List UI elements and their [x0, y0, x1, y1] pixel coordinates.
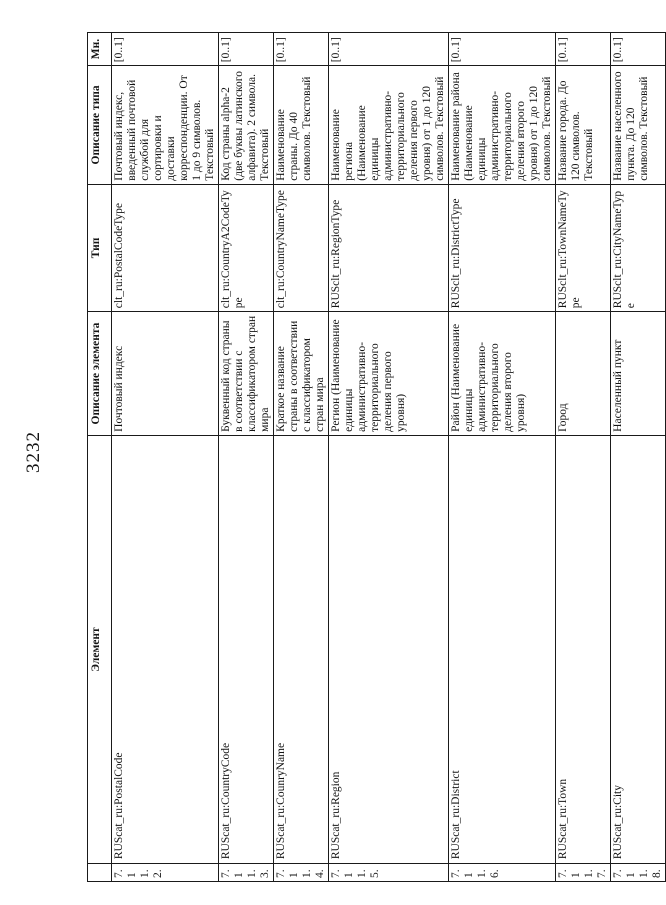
header-type: Тип: [88, 184, 112, 311]
row-element: RUScat_ru:City: [611, 435, 666, 863]
row-number: 7.11.5.: [329, 864, 449, 882]
row-element-description: Почтовый индекс: [112, 312, 219, 436]
row-multiplicity: [0..1]: [611, 33, 666, 66]
row-number: 7.11.6.: [449, 864, 556, 882]
header-multiplicity: Мн.: [88, 33, 112, 66]
row-number: 7.11.2.: [112, 864, 219, 882]
row-type-description: Почтовый индекс, введенный почтовой службой для сортировки и доставки корреспонденции. От 1 до 9 символов. Текстовый: [112, 66, 219, 185]
row-multiplicity: [0..1]: [329, 33, 449, 66]
table-row: [112, 33, 219, 882]
row-type: clt_ru:CountryA2CodeType: [219, 184, 274, 311]
row-type-description: Наименование региона (Наименование единицы административно-территориального деления первого уровня) от 1 до 120 символов. Текстовый: [329, 66, 449, 185]
row-type: RUSclt_ru:RegionType: [329, 184, 449, 311]
row-element: RUScat_ru:Region: [329, 435, 449, 863]
row-multiplicity: [0..1]: [274, 33, 329, 66]
table-row: [219, 33, 274, 882]
row-type: clt_ru:PostalCodeType: [112, 184, 219, 311]
table-row: [329, 33, 449, 882]
row-element-description: Город: [556, 312, 611, 436]
row-element-description: Населенный пункт: [611, 312, 666, 436]
row-type: RUSclt_ru:CityNameType: [611, 184, 666, 311]
row-type: RUSclt_ru:TownNameType: [556, 184, 611, 311]
page-number: 3232: [23, 431, 44, 473]
row-type-description: Наименование района (Наименование единицы административно-территориального деления второго уровня) от 1 до 120 символов. Текстовый: [449, 66, 556, 185]
row-number: 7.11.7.: [556, 864, 611, 882]
table-row: [611, 33, 666, 882]
row-type-description: Название города. До 120 символов. Текстовый: [556, 66, 611, 185]
row-element: RUScat_ru:CounryName: [274, 435, 329, 863]
row-multiplicity: [0..1]: [112, 33, 219, 66]
row-number: 7.11.8.: [611, 864, 666, 882]
row-number: 7.11.4.: [274, 864, 329, 882]
header-row: [88, 33, 112, 882]
header-num: [88, 864, 112, 882]
rotated-table-container: [87, 32, 663, 882]
row-type-description: Наименование страны. До 40 символов. Текстовый: [274, 66, 329, 185]
row-multiplicity: [0..1]: [449, 33, 556, 66]
row-type: RUSclt_ru:DistrictType: [449, 184, 556, 311]
row-element-description: Буквенный код страны в соответствии с классификатором стран мира: [219, 312, 274, 436]
element-table: [87, 32, 666, 882]
row-element: RUScat_ru:Town: [556, 435, 611, 863]
row-element: RUScat_ru:CountryCode: [219, 435, 274, 863]
row-element-description: Район (Наименование единицы административно-территориального деления второго уровня): [449, 312, 556, 436]
row-type: clt_ru:CountryNameType: [274, 184, 329, 311]
row-element: RUScat_ru:PostalCode: [112, 435, 219, 863]
row-element-description: Регион (Наименование единицы административно-территориального деления первого уровня): [329, 312, 449, 436]
table-row: [449, 33, 556, 882]
table-row: [556, 33, 611, 882]
row-multiplicity: [0..1]: [219, 33, 274, 66]
row-element: RUScat_ru:District: [449, 435, 556, 863]
header-type-description: Описание типа: [88, 66, 112, 185]
row-type-description: Код страны alpha-2 (две буквы латинского алфавита). 2 символа. Текстовый: [219, 66, 274, 185]
table-row: [274, 33, 329, 882]
row-number: 7.11.3.: [219, 864, 274, 882]
row-multiplicity: [0..1]: [556, 33, 611, 66]
row-type-description: Название населенного пункта. До 120 символов. Текстовый: [611, 66, 666, 185]
header-element-description: Описание элемента: [88, 312, 112, 436]
header-element: Элемент: [88, 435, 112, 863]
row-element-description: Краткое название страны в соответствии с классификатором стран мира: [274, 312, 329, 436]
